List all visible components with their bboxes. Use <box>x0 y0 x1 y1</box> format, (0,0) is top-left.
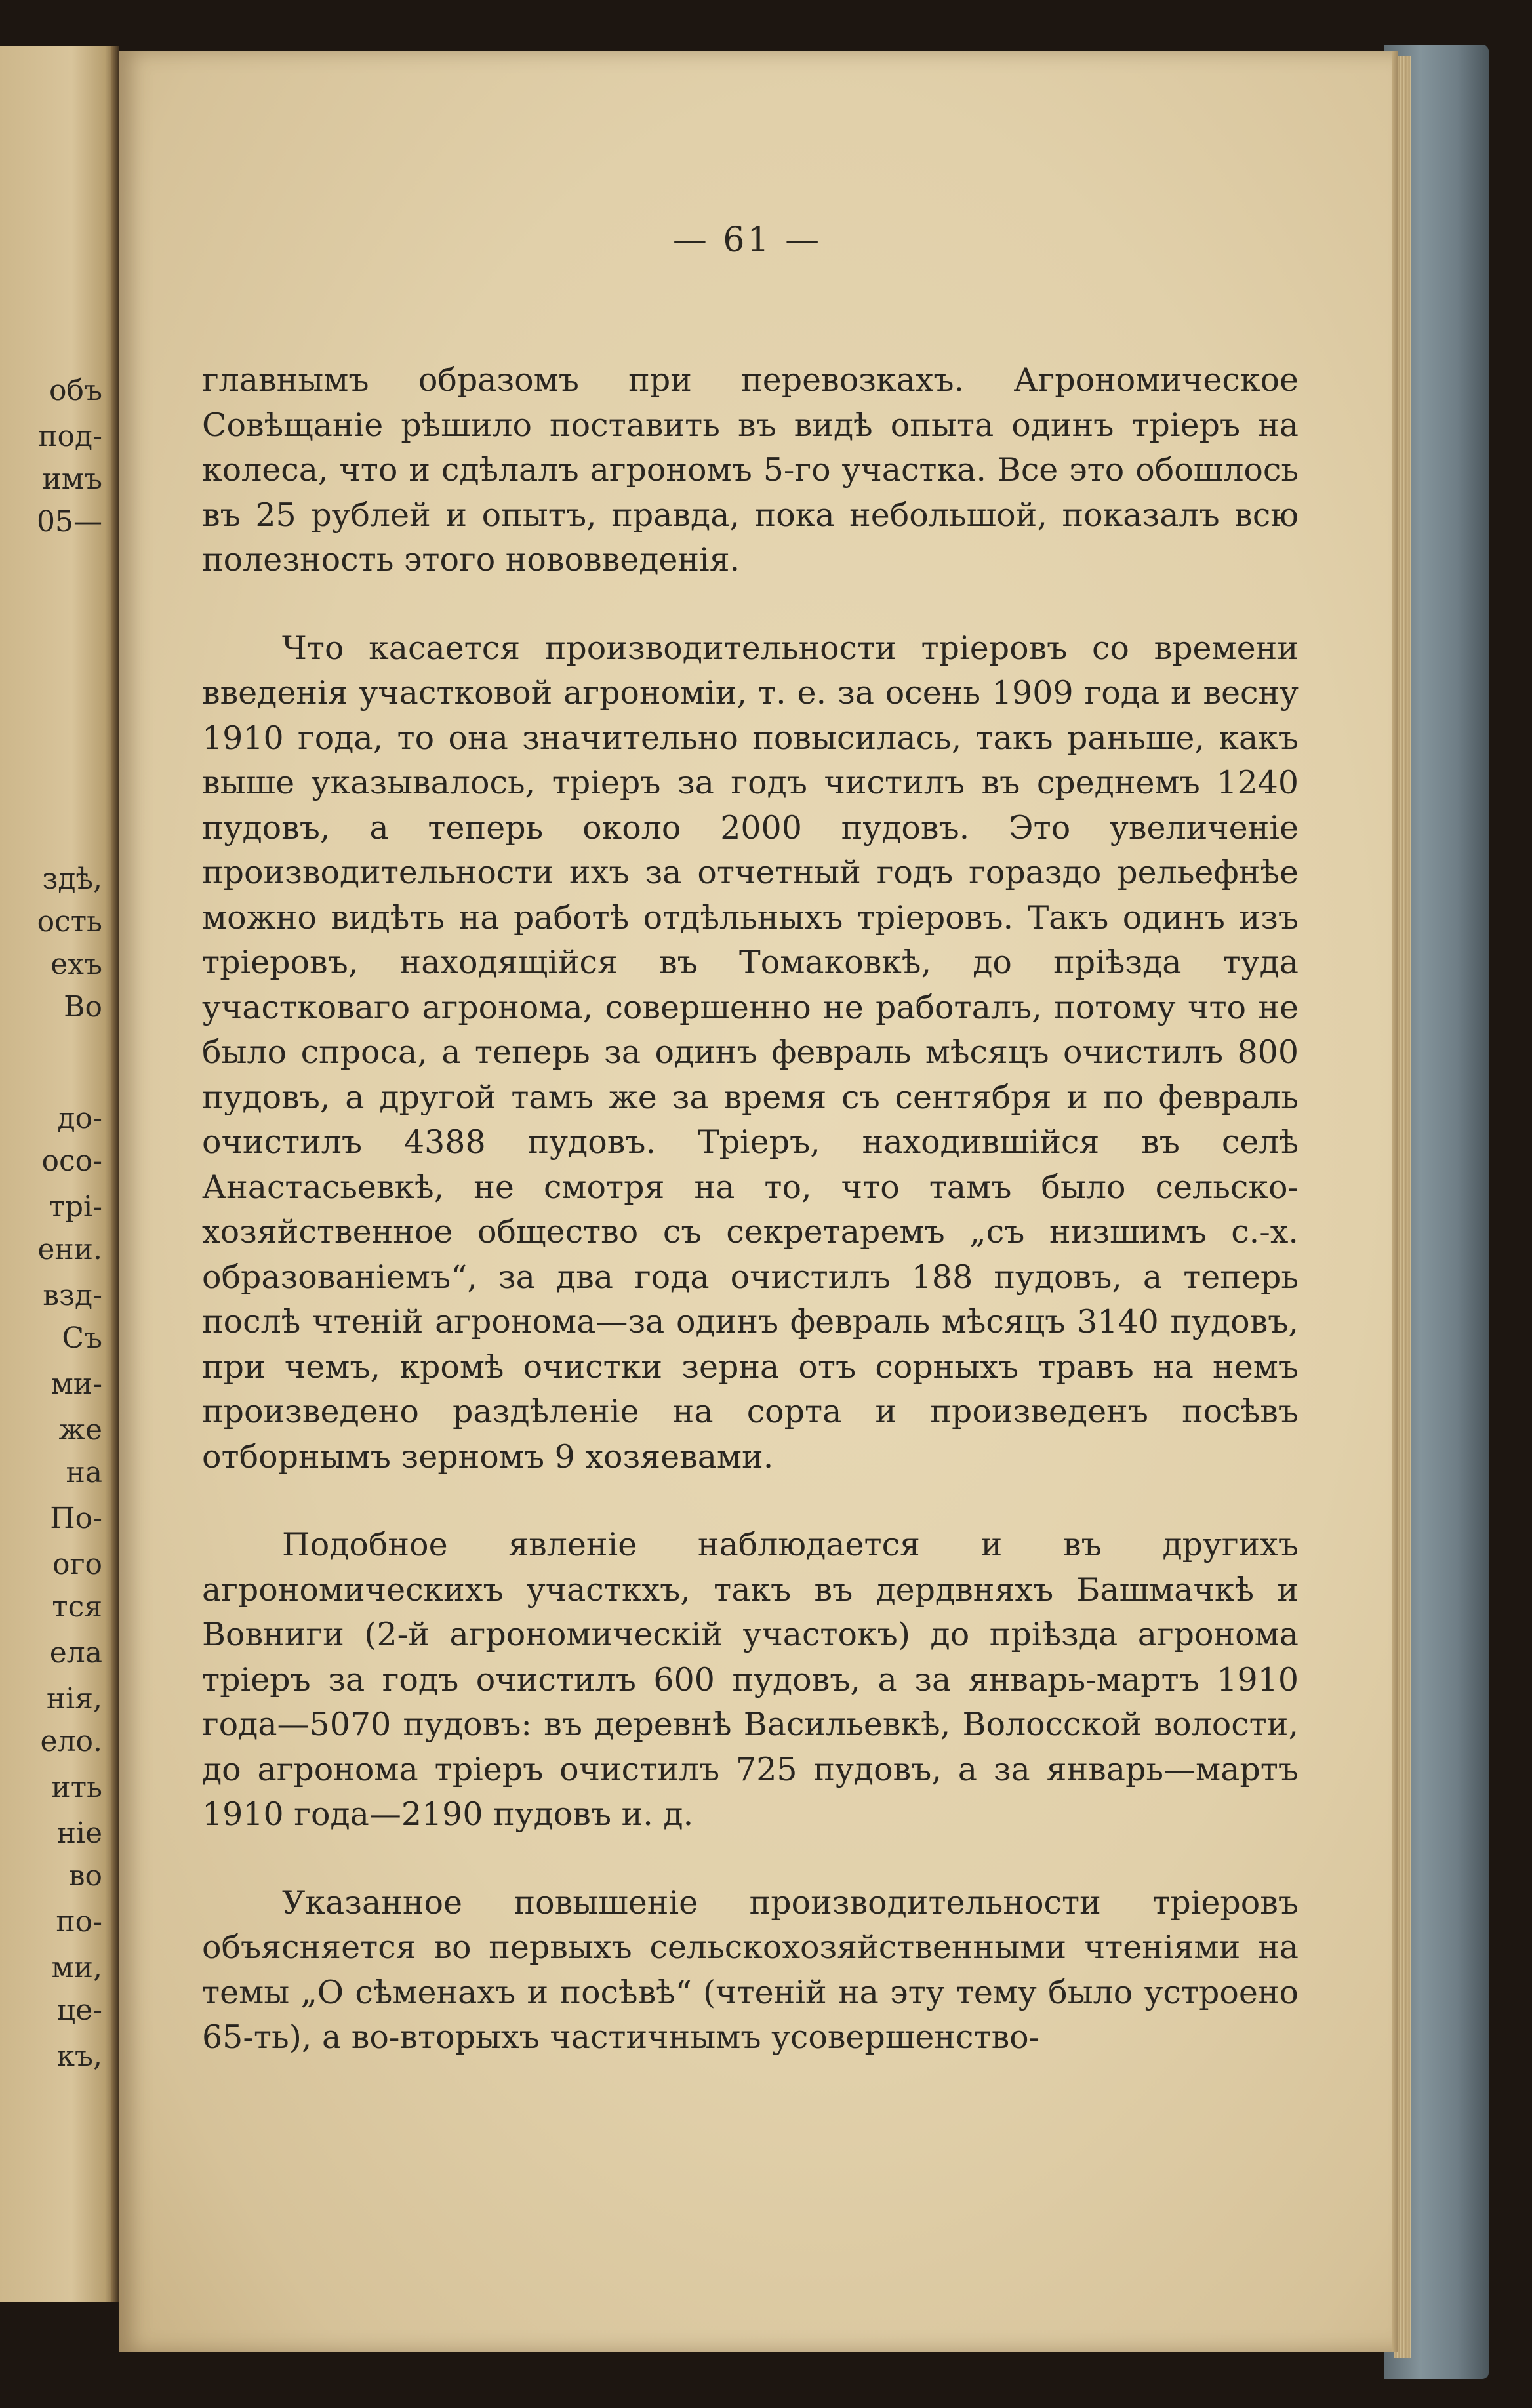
previous-page-fragment: объ <box>49 374 102 407</box>
previous-page-fragment: осо- <box>41 1144 102 1178</box>
paragraph: Что касается производительности тріеровъ со времени введенія участковой агрономіи, т. е. за осень 1909 года и весну 1910 года, то она значительно повысилась, такъ раньше, какъ выше указывалось, тріеръ за годъ чистилъ въ среднемъ 1240 пудовъ, а теперь около 2000 пудовъ. Это увеличеніе производительности ихъ за отчетный годъ гораздо рельефнѣе можно видѣть на работѣ отдѣльныхъ тріеровъ. Такъ одинъ изъ тріеровъ, находящійся въ Томаковкѣ, до пріѣзда туда участковаго агронома, совершенно не работалъ, потому что не было спроса, а теперь за одинъ февраль мѣсяцъ очистилъ 800 пудовъ, а другой тамъ же за время съ сентября и по февраль очистилъ 4388 пудовъ. Тріеръ, находившійся въ селѣ Анастасьевкѣ, не смотря на то, что тамъ было сельско-хозяйственное общество съ секретаремъ „съ низшимъ с.-х. образованіемъ“, за два года очистилъ 188 пудовъ, а теперь послѣ чтеній агронома—за одинъ февраль мѣсяцъ 3140 пудовъ, при чемъ, кромѣ очистки зерна отъ сорныхъ травъ на немъ произведено раздѣленіе на сорта и произведенъ посѣвъ отборнымъ зерномъ 9 хозяевами. <box>202 629 1299 1475</box>
previous-page-fragment: здѣ, <box>42 862 102 896</box>
previous-page-fragment: Во <box>64 990 102 1024</box>
previous-page-fragment: взд- <box>43 1279 102 1312</box>
previous-page-fragment: ми- <box>50 1367 102 1401</box>
previous-page-fragment: къ, <box>56 2039 102 2073</box>
book-page <box>119 51 1398 2352</box>
previous-page-fragment: ость <box>37 905 102 938</box>
previous-page-fragment: имъ <box>42 462 102 496</box>
previous-page-fragment: же <box>58 1413 102 1447</box>
previous-page-fragment: на <box>66 1456 102 1489</box>
previous-page-text <box>0 46 111 2302</box>
paragraph: Указанное повышеніе производительности тріеровъ объясняется во первыхъ сельскохозяйственными чтеніями на темы „О сѣменахъ и посѣвѣ“ (чтеній на эту тему было устроено 65-ть), а во-вторыхъ частичнымъ усовершенство- <box>202 1883 1299 2056</box>
previous-page-fragment: до- <box>57 1102 102 1135</box>
previous-page-fragment: ени. <box>37 1233 102 1266</box>
previous-page-fragment: ехъ <box>50 948 102 981</box>
previous-page-edge <box>0 46 119 2302</box>
paragraph: Подобное явленіе наблюдается и въ другихъ агрономическихъ участкхъ, такъ въ дердвняхъ Башмачкѣ и Вовниги (2-й агрономическій участокъ) до пріѣзда агронома тріеръ за годъ очистилъ 600 пудовъ, а за январь-мартъ 1910 года—5070 пудовъ: въ деревнѣ Васильевкѣ, Волосской волости, до агронома тріеръ очистилъ 725 пудовъ, а за январь—мартъ 1910 года—2190 пудовъ и. д. <box>202 1526 1299 1833</box>
previous-page-fragment: под- <box>38 420 102 453</box>
previous-page-fragment: тся <box>52 1590 102 1624</box>
previous-page-fragment: трі- <box>49 1190 102 1224</box>
previous-page-fragment: ого <box>52 1548 102 1581</box>
previous-page-fragment: це- <box>56 1994 102 2027</box>
previous-page-fragment: по- <box>56 1905 102 1938</box>
page-body <box>202 358 1299 2060</box>
previous-page-fragment: ніе <box>56 1816 102 1850</box>
paragraph: главнымъ образомъ при перевозкахъ. Агрономическое Совѣщаніе рѣшило поставить въ видѣ опыта одинъ тріеръ на колеса, что и сдѣлалъ агрономъ 5-го участка. Все это обошлось въ 25 рублей и опытъ, правда, пока небольшой, показалъ всю полезность этого нововведенія. <box>202 361 1299 578</box>
previous-page-fragment: Съ <box>62 1321 102 1355</box>
previous-page-fragment: нія, <box>46 1682 102 1716</box>
page-gutter <box>111 46 119 2302</box>
previous-page-fragment: По- <box>50 1502 102 1535</box>
previous-page-fragment: ми, <box>51 1951 102 1984</box>
previous-page-fragment: ело. <box>40 1725 102 1758</box>
previous-page-fragment: во <box>68 1859 102 1893</box>
previous-page-fragment: ить <box>51 1771 102 1804</box>
page-right-edge <box>1392 51 1398 2352</box>
previous-page-fragment: 05— <box>37 505 102 538</box>
page-number: — 61 — <box>672 220 822 260</box>
previous-page-fragment: ела <box>49 1636 102 1670</box>
